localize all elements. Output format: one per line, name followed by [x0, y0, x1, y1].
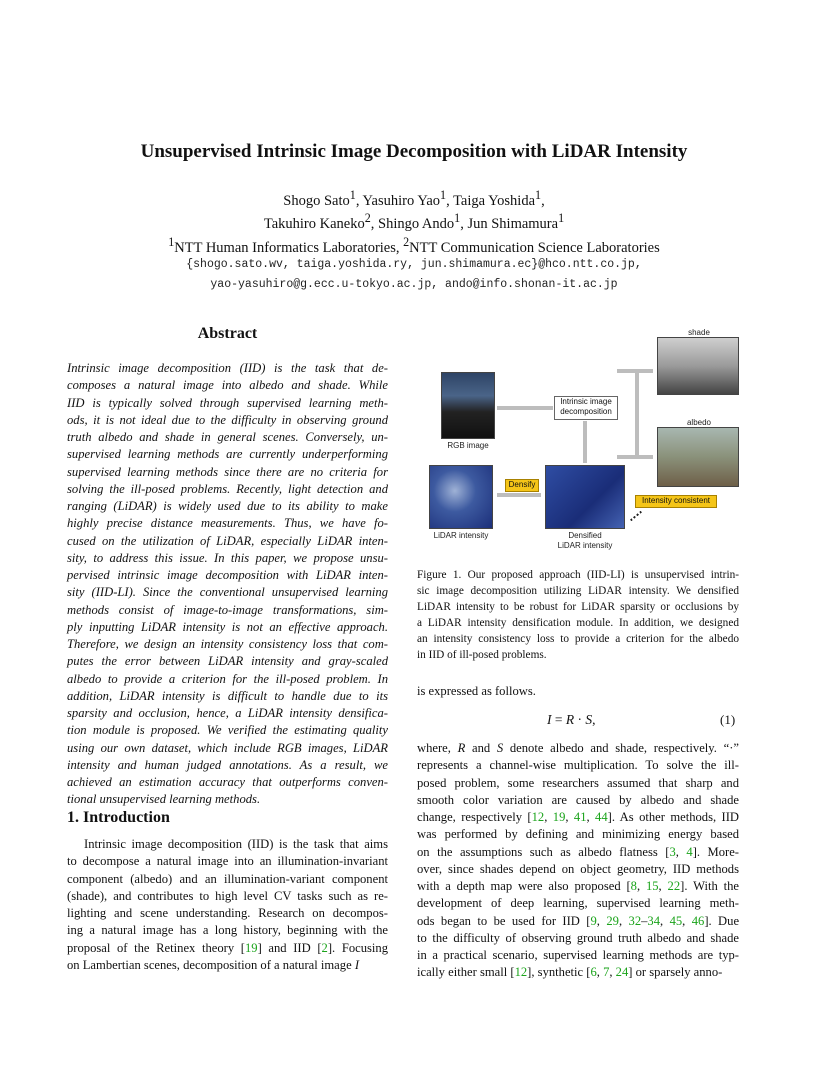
emails-line-1: {shogo.sato.wv, taiga.yoshida.ry, jun.shimamura.ec}@hco.ntt.co.jp, — [186, 258, 642, 271]
paper-title: Unsupervised Intrinsic Image Decomposition with LiDAR Intensity — [140, 141, 688, 162]
text-line: an intensity consistency loss to provide a criterion for the albedo — [417, 633, 739, 645]
iid-to-albedo-arrow — [617, 455, 653, 459]
text-line: sity (IID-LI). Since the conventional unsupervised learning — [67, 585, 388, 600]
text-line: Intrinsic image decomposition (IID) is the task that aims — [84, 837, 388, 851]
text-line: Intrinsic image decomposition (IID) is the task that de- — [67, 361, 388, 375]
rgb-image — [441, 372, 495, 439]
text-line: posed problem, some researchers assumed that sharp and — [417, 775, 739, 790]
equation-1: I = R · S, — [547, 712, 596, 727]
text-line: IID is typically solved through supervised learning meth- — [67, 395, 388, 410]
right-body — [417, 740, 739, 982]
shade-label: shade — [688, 328, 710, 337]
text-line: methods consist of image-to-image transformations, sim- — [67, 602, 388, 617]
lidar-label: LiDAR intensity — [433, 531, 489, 540]
text-line: in IID of ill-posed problems. — [417, 649, 547, 661]
lidar-image — [429, 465, 493, 529]
text-line: where, R and S denote albedo and shade, respectively. “·” — [417, 741, 739, 755]
text-line: on the assumptions such as albedo flatness [3, 4]. More- — [417, 844, 740, 859]
abstract-heading: Abstract — [197, 325, 258, 342]
affiliations: $^1$NTT Human Informatics Laboratories, $^2$NTT Communication Science Laboratories — [168, 235, 660, 256]
text-line: Therefore, we design an intensity consistency loss that com- — [67, 637, 388, 651]
text-line: supervised learning methods since there are no criteria for — [67, 464, 388, 479]
text-line: ranging (LiDAR) is widely used due to its ability to make — [67, 499, 388, 513]
text-line: sparsity and occlusion, hence, a LiDAR intensity densifica- — [67, 706, 388, 720]
text-line: to the difficulty of observing ground truth albedo and shade — [417, 930, 739, 945]
text-line: Figure 1. Our proposed approach (IID-LI) is unsupervised intrin- — [417, 569, 739, 581]
text-line: in a practical scenario, supervised learning methods are typ- — [417, 948, 739, 962]
text-line: sity, to address this issue. In this paper, we propose unsu- — [67, 550, 388, 565]
text-line: sic image decomposition utilizing LiDAR intensity. We densified — [417, 585, 739, 597]
text-line: achieved an estimation accuracy that outperforms conven- — [67, 775, 388, 789]
text-line: pervised intrinsic image decomposition with LiDAR inten- — [67, 568, 388, 582]
text-line: LiDAR intensity to be robust for LiDAR sparsity or occlusions by — [417, 601, 739, 613]
text-line: tion module is proposed. We verified the estimating quality — [67, 723, 388, 738]
text-line: ods began to be used for IID [9, 29, 32–34, 45, 46]. Due — [417, 913, 740, 928]
text-line: addition, LiDAR intensity is difficult to handle due to its — [67, 688, 388, 703]
text-line: on Lambertian scenes, decomposition of a natural image I — [67, 957, 360, 972]
text-line: intensity and human judged annotations. As a result, we — [67, 757, 388, 772]
albedo-label: albedo — [686, 418, 712, 427]
text-line: lighting and scene understanding. Research on decompos- — [67, 906, 388, 920]
figure-caption — [417, 567, 739, 663]
rgb-to-iid-arrow — [497, 406, 553, 410]
text-line: with a depth map were also proposed [8, 15, 22]. With the — [417, 879, 740, 893]
text-line: was performed by defining and minimizing energy based — [417, 827, 739, 842]
text-line: supervised learning methods are currently underperforming — [67, 447, 388, 462]
text-line: using our own dataset, which include RGB images, LiDAR — [67, 740, 388, 755]
text-line: component (albedo) and an illumination-variant component — [67, 871, 388, 886]
text-line: proposal of the Retinex theory [19] and IID [2]. Focusing — [67, 940, 389, 955]
text-line: (shade), and contributes to high level CV tasks such as re- — [67, 888, 388, 903]
text-line: represents a channel-wise multiplication. To solve the ill- — [417, 758, 739, 773]
text-line: over, since shades depend on object geometry, IID methods — [417, 861, 739, 876]
authors-line-2: Takuhiro Kaneko$^2$, Shingo Ando$^1$, Jun Shimamura$^1$ — [263, 211, 565, 232]
consistency-dotted-arrow — [630, 511, 642, 522]
intensity-consistent-tag: Intensity consistent — [635, 495, 717, 508]
equation-number: (1) — [720, 712, 736, 727]
text-line: ply inputting LiDAR intensity is not an effective approach. — [67, 619, 388, 634]
text-line: tional unsupervised learning methods. — [67, 792, 261, 807]
text-line: putes the error between LiDAR intensity and gray-scaled — [67, 654, 388, 669]
intro-body — [67, 836, 388, 974]
text-line: a LiDAR intensity densification module. In addition, we designed — [417, 617, 739, 629]
intro-heading: 1. Introduction — [67, 809, 170, 826]
shade-image — [657, 337, 739, 395]
densify-tag: Densify — [505, 479, 539, 492]
figure-1 — [417, 325, 747, 560]
text-line: albedo to provide a criterion for the ill-posed problem. In — [67, 671, 388, 686]
iid-box: Intrinsic image decomposition — [554, 396, 618, 420]
text-line: ods, it is not ideal due to the difficulty in observing ground — [67, 412, 388, 427]
text-line: change, respectively [12, 19, 41, 44]. As other methods, IID — [417, 810, 740, 824]
albedo-image — [657, 427, 739, 487]
text-line: ing a natural image has a long history, beginning with the — [67, 923, 388, 938]
authors-line-1: Shogo Sato$^1$, Yasuhiro Yao$^1$, Taiga Yoshida$^1$, — [283, 188, 545, 209]
rgb-label: RGB image — [447, 441, 489, 450]
densified-image — [545, 465, 625, 529]
text-line: ically either small [12], synthetic [6, 7, 24] or sparsely anno- — [417, 965, 723, 980]
text-line: smooth color variation are caused by albedo and shade — [417, 792, 739, 807]
text-line: truth albedo and shade in general scenes. Conversely, un- — [67, 430, 388, 444]
iid-vertical-arrow — [635, 369, 639, 459]
iid-to-shade-arrow — [617, 369, 653, 373]
densify-arrow — [497, 493, 541, 497]
text-line: development of deep learning, supervised learning meth- — [417, 896, 739, 911]
densified-to-iid-arrow — [583, 421, 587, 463]
text-line: solving the ill-posed problems. Recently, light detection and — [67, 481, 388, 496]
emails-line-2: yao-yasuhiro@g.ecc.u-tokyo.ac.jp, ando@info.shonan-it.ac.jp — [210, 278, 618, 291]
densified-label: Densified LiDAR intensity — [557, 531, 613, 550]
text-line: cused on the utilization of LiDAR, especially LiDAR inten- — [67, 533, 388, 548]
abstract-body — [67, 360, 388, 809]
text-line: composes a natural image into albedo and shade. While — [67, 378, 388, 393]
text-line: highly precise distance measurements. Thus, we have fo- — [67, 516, 388, 531]
text-line: to decompose a natural image into an illumination-invariant — [67, 854, 388, 869]
right-intro-line: is expressed as follows. — [417, 684, 536, 698]
